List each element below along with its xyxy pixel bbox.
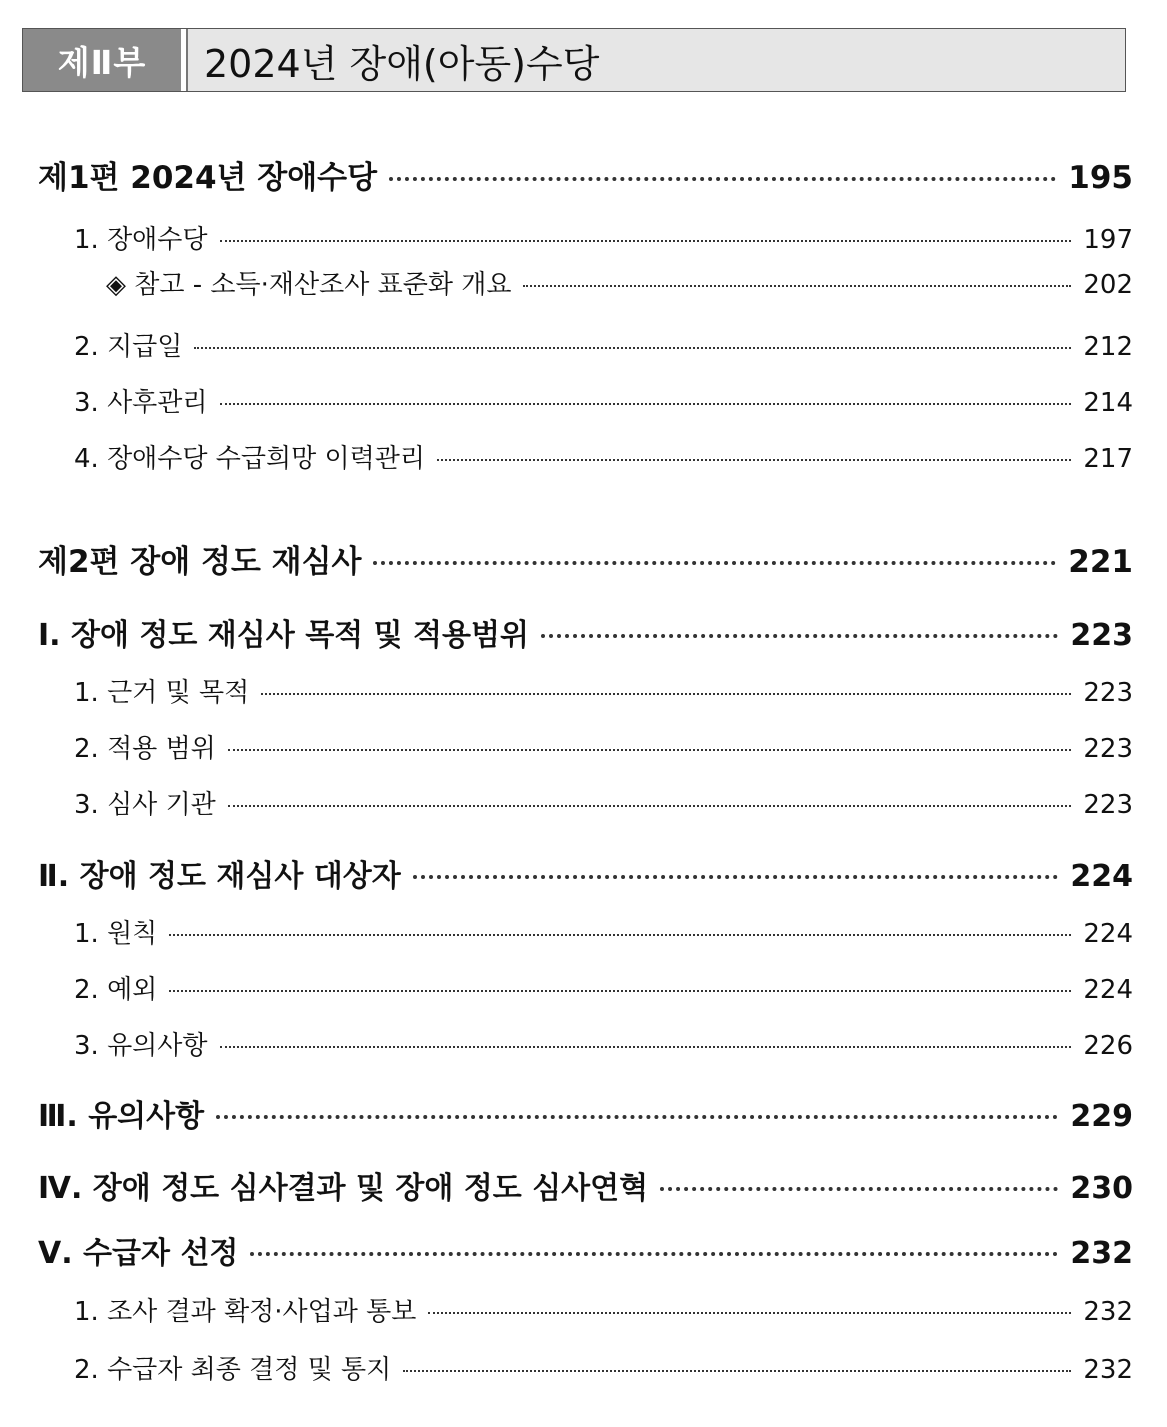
- leader-dots: [194, 347, 1071, 349]
- toc-page: 224: [1070, 859, 1133, 894]
- toc-page: 197: [1083, 225, 1133, 255]
- toc-label: 4. 장애수당 수급희망 이력관리: [74, 444, 425, 474]
- toc-page: 229: [1070, 1099, 1133, 1134]
- leader-dots: [373, 561, 1056, 565]
- toc-item[interactable]: [0, 1025, 1167, 1062]
- toc-label: 2. 지급일: [74, 332, 183, 362]
- toc-label: 2. 적용 범위: [74, 734, 216, 764]
- toc-section-1[interactable]: [0, 152, 1167, 197]
- toc-label: 3. 사후관리: [74, 388, 208, 418]
- toc-chapter[interactable]: [0, 1163, 1167, 1207]
- toc-page: 230: [1070, 1171, 1133, 1206]
- toc-item[interactable]: [0, 969, 1167, 1006]
- toc-page: 202: [1083, 270, 1133, 300]
- leader-dots: [261, 693, 1071, 695]
- toc-page: 212: [1083, 332, 1133, 362]
- toc-label: Ⅰ. 장애 정도 재심사 목적 및 적용범위: [38, 618, 529, 653]
- leader-dots: [228, 805, 1072, 807]
- leader-dots: [228, 749, 1072, 751]
- part-title: 2024년 장애(아동)수당: [204, 41, 600, 86]
- toc-chapter[interactable]: [0, 1091, 1167, 1135]
- leader-dots: [220, 403, 1072, 405]
- toc-page: 223: [1083, 790, 1133, 820]
- toc-label: Ⅴ. 수급자 선정: [38, 1236, 239, 1271]
- toc-chapter[interactable]: [0, 1228, 1167, 1272]
- toc-label: Ⅳ. 장애 정도 심사결과 및 장애 정도 심사연혁: [38, 1171, 649, 1206]
- toc-label: 2. 수급자 최종 결정 및 통지: [74, 1355, 392, 1385]
- toc-label: 1. 조사 결과 확정·사업과 통보: [74, 1297, 417, 1327]
- toc-chapter[interactable]: [0, 851, 1167, 895]
- leader-dots: [437, 459, 1071, 461]
- toc-page: 226: [1083, 1031, 1133, 1061]
- leader-dots: [250, 1252, 1058, 1256]
- part-header: [22, 28, 1126, 92]
- toc-item[interactable]: [0, 219, 1167, 256]
- toc-label: 1. 근거 및 목적: [74, 678, 250, 708]
- toc-page: 195: [1068, 160, 1133, 196]
- toc-page: 223: [1070, 618, 1133, 653]
- leader-dots: [413, 875, 1059, 879]
- toc-item[interactable]: [0, 438, 1167, 475]
- leader-dots: [389, 177, 1056, 181]
- toc-item[interactable]: [0, 728, 1167, 765]
- toc-label: 1. 장애수당: [74, 225, 208, 255]
- toc-item[interactable]: [0, 326, 1167, 363]
- leader-dots: [216, 1115, 1058, 1119]
- toc-page: 221: [1068, 544, 1133, 580]
- leader-dots: [169, 934, 1071, 936]
- toc-page: 214: [1083, 388, 1133, 418]
- part-number: 제Ⅱ부: [23, 29, 181, 91]
- toc-page: 232: [1083, 1297, 1133, 1327]
- toc-label: 1. 원칙: [74, 919, 158, 949]
- leader-dots: [660, 1187, 1058, 1191]
- toc-page: 224: [1083, 919, 1133, 949]
- leader-dots: [541, 634, 1058, 638]
- toc-item[interactable]: [0, 784, 1167, 821]
- toc-item[interactable]: [0, 1349, 1167, 1386]
- toc-item[interactable]: [0, 913, 1167, 950]
- leader-dots: [428, 1312, 1071, 1314]
- toc-page: 232: [1083, 1355, 1133, 1385]
- toc-subitem[interactable]: [0, 264, 1167, 301]
- toc-page: 232: [1070, 1236, 1133, 1271]
- toc-label: 2. 예외: [74, 975, 158, 1005]
- leader-dots: [169, 990, 1071, 992]
- toc-label: 제1편 2024년 장애수당: [38, 160, 378, 196]
- leader-dots: [220, 240, 1072, 242]
- toc-page: 223: [1083, 734, 1133, 764]
- toc-section-2[interactable]: [0, 536, 1167, 581]
- toc-page: 223: [1083, 678, 1133, 708]
- toc-label: ◈ 참고 - 소득·재산조사 표준화 개요: [106, 270, 512, 300]
- toc-page: 224: [1083, 975, 1133, 1005]
- toc-chapter[interactable]: [0, 610, 1167, 654]
- toc-label: 3. 심사 기관: [74, 790, 216, 820]
- leader-dots: [220, 1046, 1072, 1048]
- toc-item[interactable]: [0, 382, 1167, 419]
- toc-page: 217: [1083, 444, 1133, 474]
- leader-dots: [523, 285, 1071, 287]
- toc-item[interactable]: [0, 1291, 1167, 1328]
- toc-label: 3. 유의사항: [74, 1031, 208, 1061]
- toc-item[interactable]: [0, 672, 1167, 709]
- toc-label: Ⅲ. 유의사항: [38, 1099, 205, 1134]
- leader-dots: [403, 1370, 1071, 1372]
- toc-label: Ⅱ. 장애 정도 재심사 대상자: [38, 859, 401, 894]
- toc-label: 제2편 장애 정도 재심사: [38, 544, 362, 580]
